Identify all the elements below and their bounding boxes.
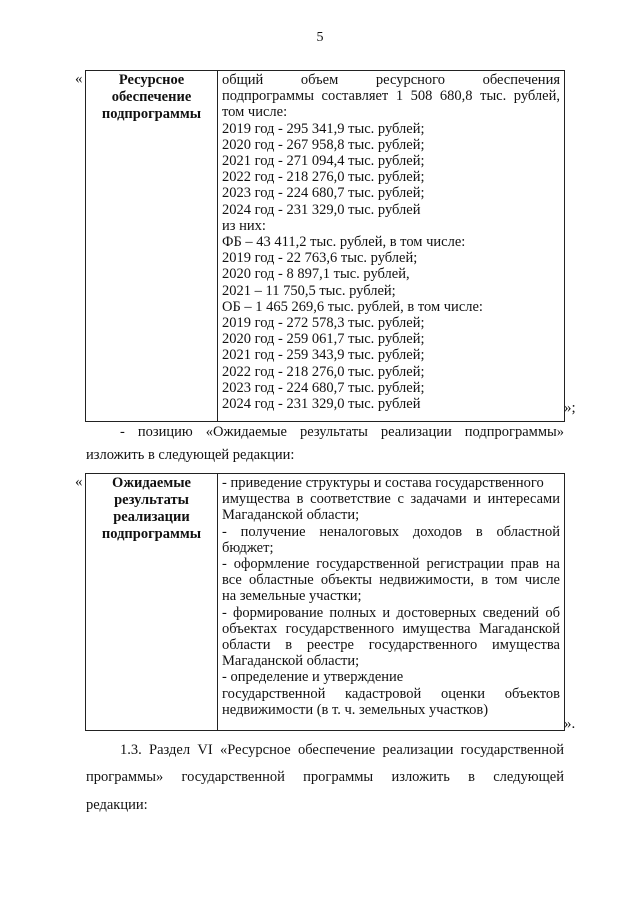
instruction-line-1: - позицию «Ожидаемые результаты реализации подпрограммы» xyxy=(120,424,564,440)
resource-label: Ресурсное обеспечение подпрограммы xyxy=(101,72,202,122)
results-line: Магаданской области; xyxy=(222,653,360,670)
resource-line: ОБ – 1 465 269,6 тыс. рублей, в том числе: xyxy=(222,298,483,315)
resource-line: общий объем ресурсного обеспечения xyxy=(222,72,560,88)
resource-line: 2019 год - 22 763,6 тыс. рублей; xyxy=(222,250,418,267)
resource-line: 2022 год - 218 276,0 тыс. рублей; xyxy=(222,363,425,380)
resource-table xyxy=(85,70,565,422)
results-line: объектах государственного имущества Магаданской xyxy=(222,620,560,637)
resource-line: из них: xyxy=(222,217,266,234)
resource-line: 2019 год - 272 578,3 тыс. рублей; xyxy=(222,315,425,332)
results-line: все областные объекты недвижимости, в том числе xyxy=(222,572,560,589)
resource-line: 2020 год - 267 958,8 тыс. рублей; xyxy=(222,136,425,153)
results-content-cell xyxy=(218,474,565,731)
results-line: государственной кадастровой оценки объектов xyxy=(222,685,560,702)
results-line: - определение и утверждение xyxy=(222,669,404,686)
resource-line: подпрограммы составляет 1 508 680,8 тыс. рублей, xyxy=(222,88,560,105)
results-label-cell xyxy=(86,474,218,731)
resource-line: 2024 год - 231 329,0 тыс. рублей xyxy=(222,396,421,413)
section-line-3: редакции: xyxy=(86,797,148,813)
results-line: Магаданской области; xyxy=(222,507,360,524)
resource-line: 2021 год - 259 343,9 тыс. рублей; xyxy=(222,347,425,364)
resource-line: ФБ – 43 411,2 тыс. рублей, в том числе: xyxy=(222,234,466,251)
resource-line: 2020 год - 259 061,7 тыс. рублей; xyxy=(222,331,425,348)
results-table xyxy=(85,473,565,731)
resource-line: 2023 год - 224 680,7 тыс. рублей; xyxy=(222,185,425,202)
table2-open-quote: « xyxy=(75,474,83,490)
results-line: на земельные участки; xyxy=(222,588,362,605)
resource-line: 2022 год - 218 276,0 тыс. рублей; xyxy=(222,169,425,186)
resource-line: 2021 год - 271 094,4 тыс. рублей; xyxy=(222,153,425,170)
resource-line: 2021 – 11 750,5 тыс. рублей; xyxy=(222,282,396,299)
results-line: области в реестре государственного имущества xyxy=(222,637,560,654)
resource-line: 2024 год - 231 329,0 тыс. рублей xyxy=(222,201,421,218)
resource-line: том числе: xyxy=(222,104,288,121)
results-line: - оформление государственной регистрации прав на xyxy=(222,556,560,573)
resource-line: 2023 год - 224 680,7 тыс. рублей; xyxy=(222,379,425,396)
section-line-1: 1.3. Раздел VI «Ресурсное обеспечение реализации государственной xyxy=(120,742,564,758)
instruction-line-2: изложить в следующей редакции: xyxy=(86,447,295,463)
page-number: 5 xyxy=(316,30,324,45)
table1-close-quote: »; xyxy=(564,400,576,416)
resource-label-cell xyxy=(86,71,218,422)
resource-line: 2019 год - 295 341,9 тыс. рублей; xyxy=(222,120,425,137)
resource-line: 2020 год - 8 897,1 тыс. рублей, xyxy=(222,266,410,283)
results-line: недвижимости (в т. ч. земельных участков) xyxy=(222,701,489,718)
results-line: - приведение структуры и состава государственного xyxy=(222,475,544,491)
resource-content-cell xyxy=(218,71,565,422)
table2-close-quote: ». xyxy=(564,716,576,732)
section-line-2: программы» государственной программы изложить в следующей xyxy=(86,769,564,785)
results-line: - получение неналоговых доходов в областной xyxy=(222,523,560,540)
results-label: Ожидаемые результаты реализации подпрограммы xyxy=(101,475,202,542)
results-line: бюджет; xyxy=(222,539,274,556)
results-line: имущества в соответствие с задачами и интересами xyxy=(222,491,560,508)
results-line: - формирование полных и достоверных сведений об xyxy=(222,604,560,621)
table1-open-quote: « xyxy=(75,71,83,87)
